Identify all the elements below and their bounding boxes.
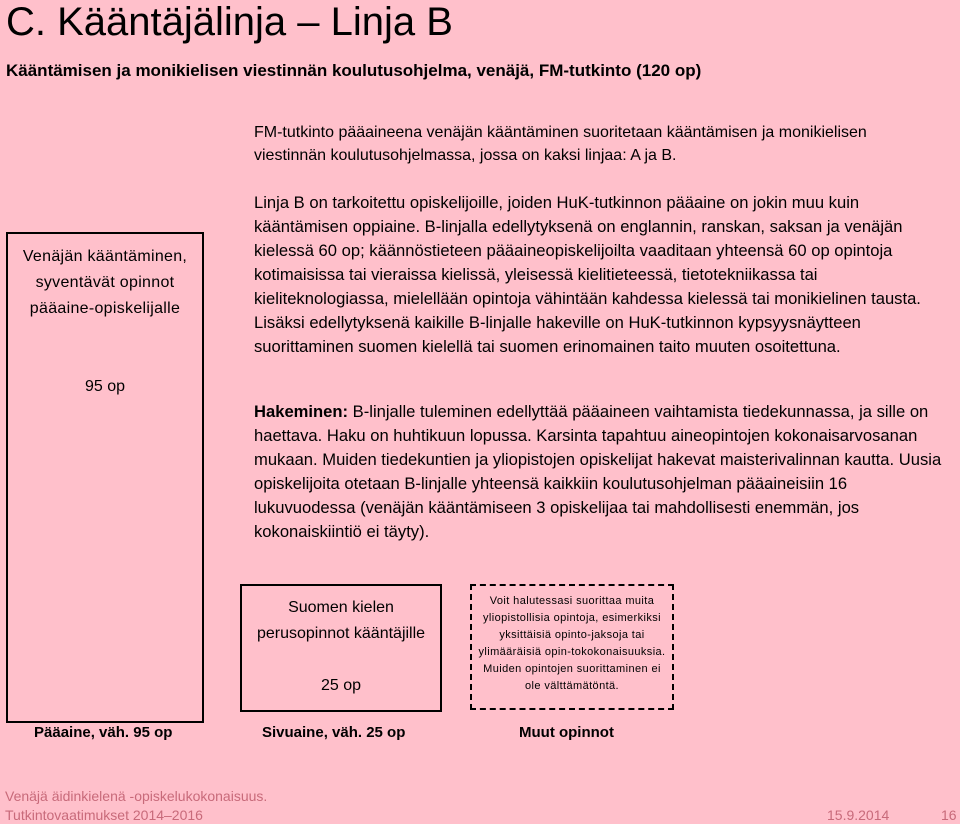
minor-studies-text: Suomen kielen perusopinnot kääntäjille: [256, 599, 426, 642]
major-studies-credits: 95 op: [84, 378, 126, 395]
footer-line-1: Venäjä äidinkielenä -opiskelukokonaisuus.: [5, 788, 268, 804]
page-subtitle: Kääntämisen ja monikielisen viestinnän koulutusohjelma, venäjä, FM-tutkinto (120 op): [6, 61, 702, 80]
minor-studies-credits: 25 op: [320, 677, 362, 694]
other-studies-text: Voit halutessasi suorittaa muita yliopistollisia opintoja, esimerkiksi yksittäisiä opinto-jaksoja tai ylimääräisiä opin-tokokonaisuuksia. Muiden opintojen suorittaminen ei ole välttämätöntä.: [478, 595, 666, 692]
application-text: B-linjalle tuleminen edellyttää pääaineen vaihtamista tiedekunnassa, ja sille on haettava. Haku on huhtikuun lopussa. Karsinta tapahtuu aineopintojen kokonaisarvosanan mukaan. Muiden tiedekuntien ja yliopistojen opiskelijat hakevat maisterivalinnan kautta. Uusia opiskelijoita otetaan B-linjalle yhteensä kaikkiin koulutusohjelman pääaineisiin 16 lukuvuodessa (venäjän kääntämiseen 3 opiskelijaa tai mahdollisesti enemmän, jos kokonaiskiintiö ei täyty).: [254, 402, 942, 541]
major-studies-box: [6, 232, 204, 723]
major-studies-text: Venäjän kääntäminen, syventävät opinnot pääaine-opiskelijalle: [22, 248, 188, 317]
minor-label: Sivuaine, väh. 25 op: [262, 724, 406, 741]
application-label: Hakeminen:: [254, 402, 349, 421]
other-studies-box: [470, 584, 674, 710]
other-label: Muut opinnot: [519, 724, 614, 741]
intro-paragraph: FM-tutkinto pääaineena venäjän kääntäminen suoritetaan kääntämisen ja monikielisen viestinnän koulutusohjelmassa, jossa on kaksi linjaa: A ja B.: [254, 124, 867, 164]
footer-date: 15.9.2014: [827, 807, 890, 823]
major-label: Pääaine, väh. 95 op: [34, 724, 173, 741]
application-paragraph: [254, 400, 944, 544]
line-b-paragraph: Linja B on tarkoitettu opiskelijoille, joiden HuK-tutkinnon pääaine on jokin muu kuin kääntämisen oppiaine. B-linjalla edellytyksenä on englannin, ranskan, saksan ja venäjän kielessä 60 op; käännöstieteen pääaineopiskelijoilta vaaditaan yhteensä 60 op opintoja kotimaisissa tai vieraissa kielissä, yleisessä kielitieteessä, tietotekniikassa tai kieliteknologiassa, mielellään opintoja vähintään kahdessa kielessä tai monikielinen tausta. Lisäksi edellytyksenä kaikille B-linjalle hakeville on HuK-tutkinnon kypsyysnäytteen suorittaminen suomen kielellä tai suomen erinomainen taito muuten osoitettuna.: [254, 193, 921, 356]
page-title: C. Kääntäjälinja – Linja B: [6, 0, 453, 44]
footer-page-number: 16: [941, 807, 957, 823]
minor-studies-box: [240, 584, 442, 712]
footer-line-2: Tutkintovaatimukset 2014–2016: [5, 807, 203, 823]
